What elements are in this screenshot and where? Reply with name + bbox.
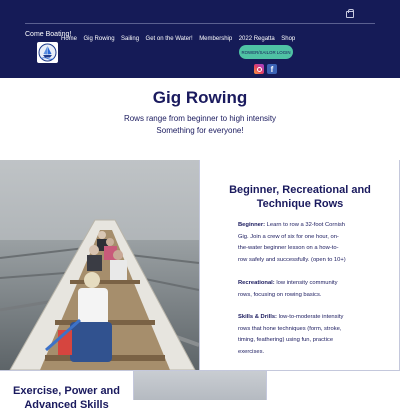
rowing-photo [0, 160, 199, 370]
intro-line-1: Rows range from beginner to high intensity [123, 114, 277, 123]
beginner-text-2: Gig. Join a crew of six for one hour, on- [238, 233, 339, 240]
beginner-paragraph [238, 220, 363, 266]
nav-2022-regatta[interactable]: 2022 Regatta [238, 36, 275, 42]
skills-drills-text-4: exercises. [238, 348, 265, 355]
main-nav [61, 36, 302, 42]
beginner-text-3: the-water beginner lesson on a how-to- [238, 245, 339, 252]
facebook-icon[interactable]: f [267, 64, 277, 74]
gig-boat-image [0, 160, 199, 370]
advanced-title-line-1: Exercise, Power and [13, 385, 120, 397]
skills-drills-label: Skills & Drills: [238, 314, 277, 320]
intro-line-2: Something for everyone! [156, 126, 244, 135]
beginner-text-1: Learn to row a 32-foot Cornish [265, 222, 345, 228]
skills-drills-text-2: rows that hone techniques (form, stroke, [238, 325, 342, 332]
recreational-paragraph [238, 278, 363, 301]
recreational-text-2: rows, focusing on rowing basics. [238, 291, 322, 298]
club-logo[interactable] [37, 42, 58, 63]
advanced-section-title [0, 384, 133, 412]
logo-icon [37, 42, 58, 63]
advanced-title-line-2: Advanced Skills [24, 399, 109, 411]
nav-gig-rowing[interactable]: Gig Rowing [83, 36, 115, 42]
panel-title-line-1: Beginner, Recreational and [229, 184, 371, 196]
site-name[interactable]: Come Boating! [25, 31, 72, 38]
recreational-label: Recreational: [238, 280, 275, 286]
instagram-icon[interactable] [254, 64, 264, 74]
skills-drills-text-1: low-to-moderate intensity [276, 314, 344, 320]
nav-shop[interactable]: Shop [281, 36, 296, 42]
header-divider [25, 23, 375, 24]
nav-membership[interactable]: Membership [199, 36, 233, 42]
panel-title-line-2: Technique Rows [256, 198, 344, 210]
login-button[interactable]: ROWER/SAILOR LOGIN [239, 45, 293, 59]
beginner-label: Beginner: [238, 222, 266, 228]
site-header [0, 0, 400, 78]
skills-drills-text-3: timing, feathering) using fun, practice [238, 337, 334, 344]
nav-home[interactable]: Home [61, 36, 78, 42]
beginner-text-4: row safely and successfully. (open to 10+) [238, 256, 346, 263]
nav-sailing[interactable]: Sailing [121, 36, 140, 42]
cart-icon[interactable] [346, 11, 354, 18]
recreational-text-1: low intensity community [274, 280, 338, 286]
skills-drills-paragraph [238, 312, 363, 358]
panel-title [200, 183, 400, 211]
advanced-photo [133, 371, 267, 400]
page-title: Gig Rowing [152, 88, 248, 107]
nav-get-on-the-water[interactable]: Get on the Water! [145, 36, 193, 42]
